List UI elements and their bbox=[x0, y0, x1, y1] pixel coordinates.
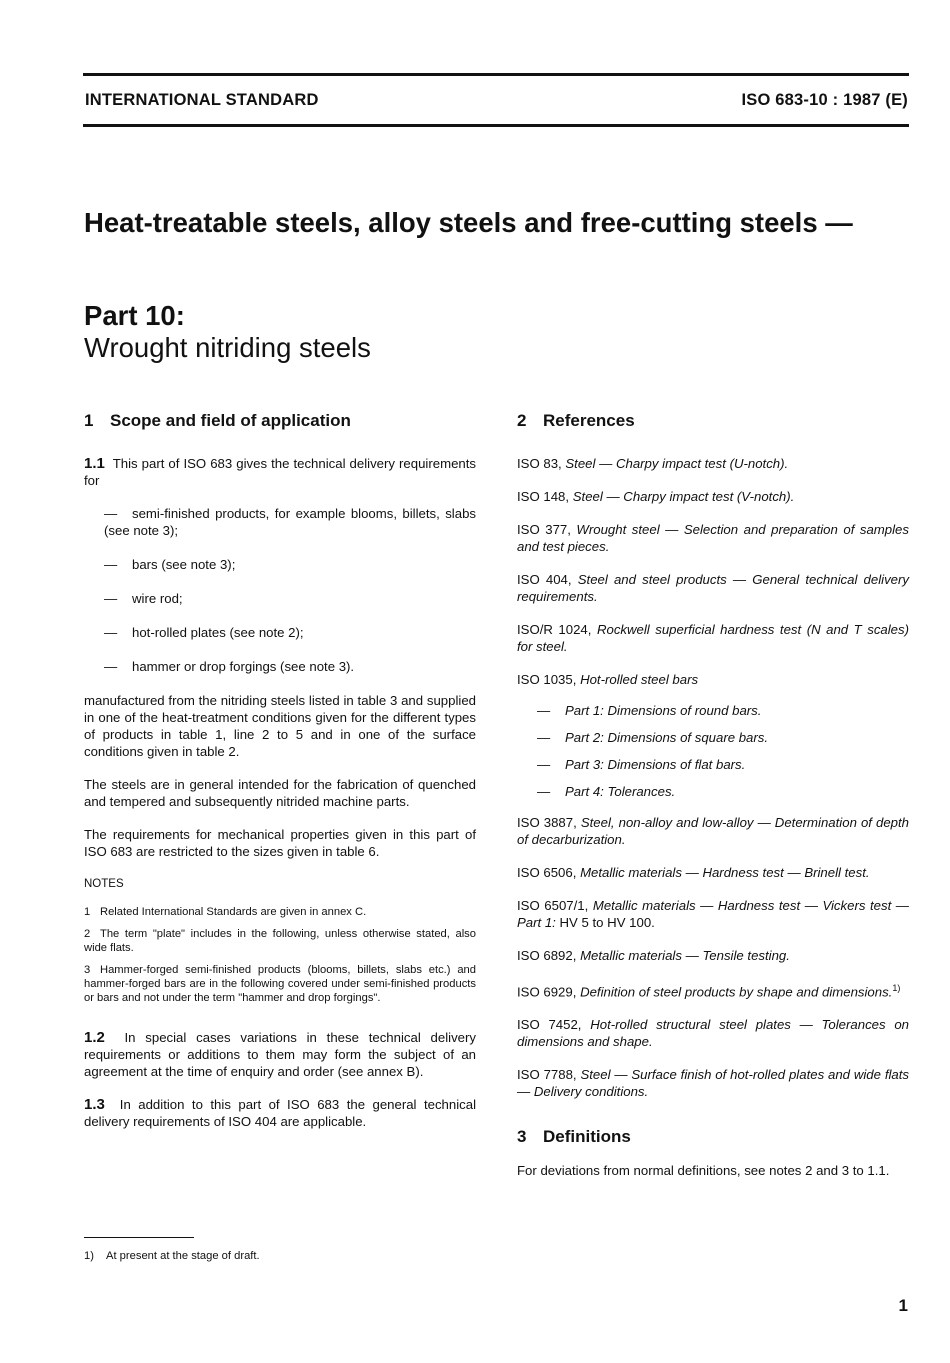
product-list bbox=[104, 505, 476, 675]
page-number: 1 bbox=[898, 1296, 908, 1315]
paragraph: The requirements for mechanical properties given in this part of ISO 683 are restricted to the sizes given in table 6. bbox=[84, 827, 476, 859]
clause-text: In special cases variations in these technical delivery requirements or additions to them may form the subject of an agreement at the time of enquiry and order (see annex B). bbox=[84, 1030, 477, 1079]
section-number: 1 bbox=[84, 411, 94, 430]
list-item: — Part 4: Tolerances. bbox=[537, 784, 676, 799]
footnote-number: 1) bbox=[84, 1250, 94, 1262]
reference-item: ISO 6892, Metallic materials — Tensile testing. bbox=[517, 948, 790, 963]
document-title: Heat-treatable steels, alloy steels and free-cutting steels — bbox=[84, 207, 853, 238]
note-item: 1 Related International Standards are given in annex C. bbox=[84, 906, 367, 918]
clause-1-3 bbox=[84, 1096, 476, 1130]
standard-number-label: ISO 683-10 : 1987 (E) bbox=[741, 91, 908, 109]
reference-item: ISO 377, Wrought steel — Selection and preparation of samples and test pieces. bbox=[517, 522, 909, 554]
footnote-rule bbox=[84, 1237, 194, 1238]
reference-item: ISO 7788, Steel — Surface finish of hot-rolled plates and wide flats — Delivery conditions. bbox=[517, 1067, 910, 1100]
left-column bbox=[84, 410, 476, 1146]
header-top-rule bbox=[83, 73, 909, 76]
part-number: Part 10: bbox=[84, 300, 185, 331]
reference-item: ISO 1035, Hot-rolled steel bars bbox=[517, 672, 699, 687]
footnote-text: At present at the stage of draft. bbox=[106, 1250, 260, 1262]
section-title: Scope and field of application bbox=[110, 411, 351, 430]
clause-number: 1.3 bbox=[84, 1096, 105, 1113]
right-column bbox=[517, 410, 909, 1195]
reference-item: ISO 83, Steel — Charpy impact test (U-notch). bbox=[517, 456, 789, 471]
list-item: — Part 2: Dimensions of square bars. bbox=[537, 730, 769, 745]
reference-item: ISO 6929, Definition of steel products by shape and dimensions.$^{1)}$ bbox=[517, 983, 901, 1000]
reference-item: ISO 148, Steel — Charpy impact test (V-notch). bbox=[517, 489, 795, 504]
list-item: — Part 3: Dimensions of flat bars. bbox=[537, 757, 746, 772]
part-title: Wrought nitriding steels bbox=[84, 332, 371, 363]
section-3-heading bbox=[517, 1126, 909, 1148]
paragraph: manufactured from the nitriding steels listed in table 3 and supplied in one of the heat-treatment conditions given for the different types of products in table 1, line 2 to 5 and in one of the surface conditions given in table 2. bbox=[84, 693, 476, 759]
list-item: — semi-finished products, for example blooms, billets, slabs (see note 3); bbox=[104, 506, 476, 538]
clause-number: 1.2 bbox=[84, 1029, 105, 1046]
iso-1035-parts bbox=[537, 702, 909, 800]
clause-text: This part of ISO 683 gives the technical delivery requirements for bbox=[84, 456, 476, 488]
reference-item: ISO 6507/1, Metallic materials — Hardness test — Vickers test — Part 1: HV 5 to HV 100. bbox=[517, 898, 909, 930]
section-title: References bbox=[543, 411, 635, 430]
note-item: 2 The term "plate" includes in the following, unless otherwise stated, also wide flats. bbox=[84, 928, 476, 954]
footnote-marker: 1) bbox=[892, 983, 901, 993]
list-item: — bars (see note 3); bbox=[104, 557, 236, 572]
reference-item: ISO 3887, Steel, non-alloy and low-alloy — Determination of depth of decarburization. bbox=[517, 815, 909, 847]
clause-text: In addition to this part of ISO 683 the general technical delivery requirements of ISO 404 are applicable. bbox=[84, 1097, 476, 1129]
clause-1-1 bbox=[84, 455, 476, 489]
notes-heading: NOTES bbox=[84, 878, 124, 890]
list-item: — hammer or drop forgings (see note 3). bbox=[104, 659, 355, 674]
section-number: 2 bbox=[517, 411, 527, 430]
section-2-heading bbox=[517, 410, 909, 432]
reference-item: ISO 404, Steel and steel products — General technical delivery requirements. bbox=[517, 572, 909, 604]
list-item: — Part 1: Dimensions of round bars. bbox=[537, 703, 762, 718]
section-title: Definitions bbox=[543, 1127, 631, 1147]
definitions-text: For deviations from normal definitions, see notes 2 and 3 to 1.1. bbox=[517, 1163, 890, 1179]
reference-item: ISO 7452, Hot-rolled structural steel plates — Tolerances on dimensions and shape. bbox=[517, 1017, 909, 1050]
clause-number: 1.1 bbox=[84, 455, 105, 472]
note-item: 3 Hammer-forged semi-finished products (blooms, billets, slabs etc.) and hammer-forged bars are in the following covered under semi-finished products or bars and not under the term "hammer and drop forgings". bbox=[84, 964, 476, 1004]
list-item: — wire rod; bbox=[104, 591, 183, 606]
list-item: — hot-rolled plates (see note 2); bbox=[104, 625, 304, 640]
section-number: 3 bbox=[517, 1127, 527, 1147]
reference-item: ISO 6506, Metallic materials — Hardness test — Brinell test. bbox=[517, 865, 870, 880]
footnote bbox=[84, 1250, 260, 1262]
clause-1-2 bbox=[84, 1029, 476, 1080]
reference-item: ISO/R 1024, Rockwell superficial hardness test (N and T scales) for steel. bbox=[517, 622, 910, 654]
section-1-heading bbox=[84, 410, 476, 432]
header-bottom-rule bbox=[83, 124, 909, 127]
paragraph: The steels are in general intended for the fabrication of quenched and tempered and subsequently nitrided machine parts. bbox=[84, 777, 476, 809]
document-type-label: INTERNATIONAL STANDARD bbox=[85, 91, 319, 109]
